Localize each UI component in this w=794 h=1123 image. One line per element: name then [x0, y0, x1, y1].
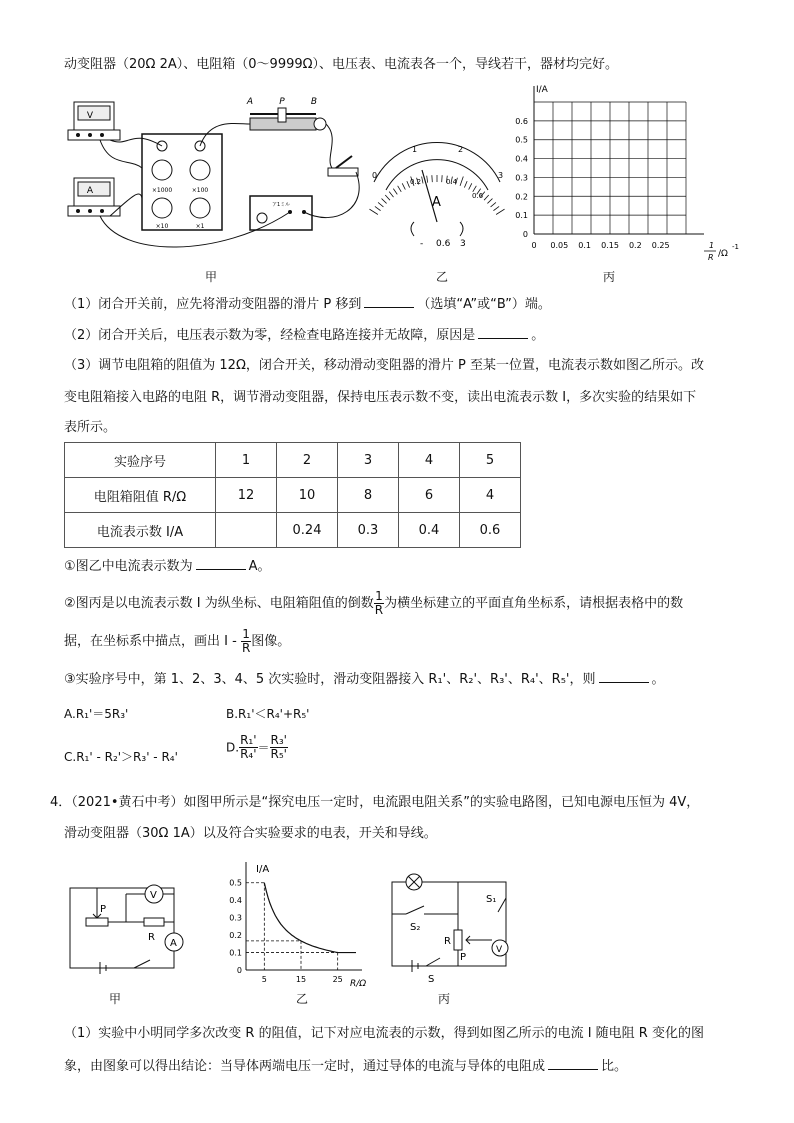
rheostat: [250, 108, 326, 130]
table-header: 电阻箱阻值 R/Ω: [65, 478, 216, 513]
table-cell: [216, 513, 277, 548]
box-mult-1000: ×1000: [151, 187, 173, 194]
dial-bottom-02: 0.2: [410, 178, 422, 186]
q4-sub1-line1: （1）实验中小明同学多次改变 R 的阻值，记下对应电流表的示数，得到如图乙所示的电流 I 随电阻 R 变化的图: [64, 1026, 704, 1041]
q3-line2: 变电阻箱接入电路的电阻 R，调节滑动变阻器，保持电压表示数不变，读出电流表示数 I，多次实验的结果如下: [64, 390, 697, 405]
table-cell: 0.6: [460, 513, 521, 548]
table-cell: 0.3: [338, 513, 399, 548]
rheostat-label-p: P: [279, 97, 285, 107]
sub2-line1: ②图丙是以电流表示数 I 为纵坐标、电阻箱阻值的倒数 $\frac{1}{R}$ 为横坐标建立的平面直角坐标系，请根据表格中的数: [64, 589, 684, 617]
q1-line: （1）闭合开关前，应先将滑动变阻器的滑片 P 移到 （选填“A”或“B”）端。: [64, 297, 551, 312]
dial-tick: [398, 186, 402, 192]
table-cell: 2: [277, 443, 338, 478]
option-c[interactable]: C.R₁' - R₂'＞R₃' - R₄': [64, 750, 178, 764]
bing-label-s2: S₂: [410, 922, 421, 933]
voltmeter: [68, 102, 120, 140]
curve-x-tick: 25: [332, 975, 343, 984]
table-cell: 1: [216, 443, 277, 478]
ammeter-symbol: A: [86, 186, 94, 196]
table-cell: 5: [460, 443, 521, 478]
grid-xlabel-den: R: [708, 253, 714, 262]
curve-y-tick: 0.3: [229, 913, 242, 923]
table-cell: 8: [338, 478, 399, 513]
y-tick-label: 0.6: [515, 116, 528, 126]
dial-tick: [375, 206, 381, 210]
table-cell: 4: [399, 443, 460, 478]
dial-tick: [473, 186, 477, 192]
grid-ylabel: I/A: [536, 85, 548, 95]
box-mult-10: ×10: [155, 223, 169, 230]
fig1-caption-yi: 乙: [436, 270, 449, 284]
curve-line: [264, 883, 356, 953]
sub1-line: ①图乙中电流表示数为 A。: [64, 559, 271, 574]
y-tick-label: 0.3: [515, 173, 528, 183]
fig1-caption-jia: 甲: [205, 270, 218, 284]
table-cell: 0.24: [277, 513, 338, 548]
dial-tick: [382, 199, 387, 204]
dial-top-3: 3: [498, 171, 504, 180]
circuit-jia: [64, 878, 194, 980]
dial-tick: [484, 195, 489, 200]
table-cell: 6: [399, 478, 460, 513]
dial-tick: [491, 202, 496, 207]
q4-sub1-line2: 象，由图象可以得出结论：当导体两端电压一定时，通过导体的电流与导体的电阻成 比。: [64, 1059, 628, 1074]
grid-xlabel-exp: -1: [732, 243, 739, 251]
table-header: 电流表示数 I/A: [65, 513, 216, 548]
rheostat-label-a: A: [246, 97, 254, 107]
bing-label-s1: S₁: [486, 894, 497, 905]
table-row: [65, 478, 521, 513]
grid-xlabel-unit: /Ω: [718, 249, 728, 259]
supply-label: ア1ミル: [272, 202, 291, 208]
resistance-box: [142, 134, 222, 230]
ammeter: [68, 178, 120, 216]
dial-tick: [389, 192, 393, 197]
switch: [328, 156, 358, 176]
table-cell: 4: [460, 478, 521, 513]
experiment-table: [64, 442, 521, 548]
dial-tick: [393, 189, 397, 195]
curve-y-tick: 0.5: [229, 878, 242, 888]
curve-xlabel: R/Ω: [350, 979, 367, 988]
dial-top-0: 0: [372, 171, 378, 180]
dial-bottom-06: 0.6: [472, 192, 484, 200]
x-tick-label: 0.1: [578, 241, 592, 250]
dial-tick: [469, 183, 472, 189]
dial-tick: [422, 177, 423, 184]
dial-tick: [496, 209, 504, 214]
dial-tick: [385, 195, 390, 200]
x-tick-label: 0.05: [550, 241, 569, 250]
q2-line: （2）闭合开关后，电压表示数为零，经检查电路连接并无故障，原因是 。: [64, 328, 545, 343]
fig1-caption-bing: 丙: [603, 270, 616, 284]
dial-tick: [427, 176, 428, 183]
table-header: 实验序号: [65, 443, 216, 478]
jia-label-a: A: [170, 938, 177, 949]
intro-line: 动变阻器（20Ω 2A）、电阻箱（0～9999Ω）、电压表、电流表各一个，导线若干，器材均完好。: [64, 57, 619, 72]
dial-terminal-neg: -: [420, 239, 424, 249]
table-cell: 10: [277, 478, 338, 513]
x-tick-label: 0: [531, 241, 537, 250]
jia-label-v: V: [150, 890, 157, 901]
dial-tick: [460, 176, 463, 185]
fig2-caption-bing: 丙: [438, 992, 451, 1006]
i-r-curve-chart: [226, 858, 376, 988]
voltmeter-symbol: V: [86, 111, 94, 121]
ammeter-dial: [362, 140, 512, 256]
option-b[interactable]: B.R₁'＜R₄'+R₅': [226, 707, 310, 721]
circuit-bing: [386, 868, 518, 984]
sub3-blank[interactable]: [599, 670, 649, 683]
dial-top-2: 2: [458, 145, 464, 154]
box-mult-1: ×1: [195, 223, 205, 230]
table-row: [65, 513, 521, 548]
jia-label-p: P: [100, 904, 107, 915]
curve-y-tick: 0.2: [229, 931, 242, 941]
option-a[interactable]: A.R₁'＝5R₃': [64, 707, 129, 721]
fig2-caption-yi: 乙: [296, 992, 309, 1006]
dial-top-1: 1: [412, 145, 418, 154]
q1-blank[interactable]: [364, 295, 414, 308]
y-tick-label: 0.4: [515, 154, 528, 164]
table-row: [65, 443, 521, 478]
bing-label-v: V: [496, 945, 503, 955]
dial-tick: [464, 181, 467, 187]
table-cell: 3: [338, 443, 399, 478]
q2-blank[interactable]: [478, 326, 528, 339]
dial-tick: [378, 202, 383, 207]
dial-terminal-3: 3: [460, 239, 466, 249]
x-tick-label: 0.2: [628, 241, 642, 250]
y-tick-label: 0: [522, 230, 528, 239]
curve-y-tick: 0.1: [229, 948, 242, 958]
q4-line1: 4．（2021•黄石中考）如图甲所示是“探究电压一定时，电流跟电阻关系”的实验电路图，已知电源电压恒为 4V，: [50, 795, 700, 810]
table-cell: 0.4: [399, 513, 460, 548]
dial-tick: [493, 206, 499, 210]
sub3-line: ③实验序号中，第 1、2、3、4、5 次实验时，滑动变阻器接入 R₁'、R₂'、R₃'、R₄'、R₅'，则 。: [64, 672, 665, 687]
bing-label-r: R: [444, 936, 451, 947]
bing-label-p: P: [460, 952, 467, 963]
dial-terminal-06: 0.6: [436, 239, 451, 249]
x-tick-label: 0.15: [601, 241, 619, 250]
curve-y-tick: 0: [236, 966, 242, 975]
dial-tick: [369, 209, 377, 214]
curve-y-tick: 0.4: [229, 896, 242, 906]
q3-line3: 表所示。: [64, 420, 117, 435]
x-tick-label: 0.25: [651, 241, 670, 250]
option-d[interactable]: D. $\frac{\text{R₁'}}{\text{R₄'}}$ ＝ $\frac{\text{R₃'}}{\text{R₅'}}$: [226, 733, 287, 761]
curve-x-tick: 5: [261, 975, 267, 984]
q3-line1: （3）调节电阻箱的阻值为 12Ω，闭合开关，移动滑动变阻器的滑片 P 至某一位置，电流表示数如图乙所示。改: [64, 358, 704, 373]
box-mult-100: ×100: [191, 187, 209, 194]
sub1-blank[interactable]: [196, 557, 246, 570]
i-inv-r-chart: [506, 82, 746, 266]
q4-sub1-blank[interactable]: [548, 1057, 598, 1070]
y-tick-label: 0.1: [515, 211, 528, 221]
rheostat-label-b: B: [310, 97, 318, 107]
sub2-line2: 据，在坐标系中描点，画出 I - $\frac{1}{R}$ 图像。: [64, 627, 291, 655]
dial-letter: A: [432, 195, 441, 210]
dial-tick: [402, 183, 405, 189]
jia-label-r: R: [148, 932, 155, 943]
fig2-caption-jia: 甲: [109, 992, 122, 1006]
y-tick-label: 0.2: [515, 192, 528, 202]
y-tick-label: 0.5: [515, 135, 528, 145]
dial-bottom-04: 0.4: [446, 178, 458, 186]
grid-xlabel-num: 1: [709, 241, 715, 250]
q4-line2: 滑动变阻器（30Ω 1A）以及符合实验要求的电表，开关和导线。: [64, 826, 437, 841]
dial-tick: [487, 199, 492, 204]
curve-ylabel: I/A: [256, 864, 270, 875]
table-cell: 12: [216, 478, 277, 513]
curve-x-tick: 15: [295, 975, 307, 984]
bing-label-s: S: [428, 974, 435, 984]
apparatus-figure: [60, 88, 380, 266]
